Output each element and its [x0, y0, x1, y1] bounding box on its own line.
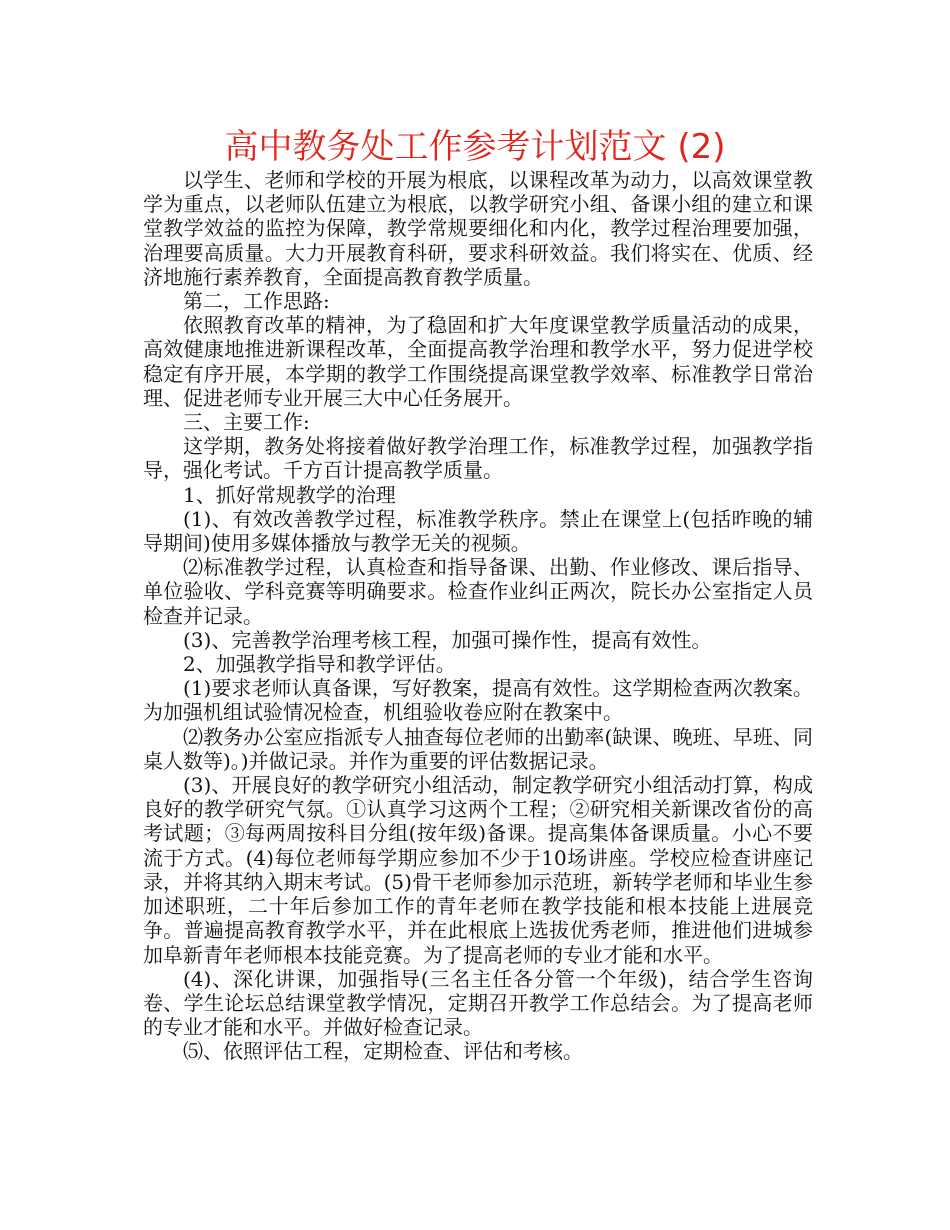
paragraph: (3)、完善教学治理考核工程，加强可操作性，提高有效性。 — [183, 627, 712, 652]
document-body — [143, 168, 813, 1064]
paragraph: 以学生、老师和学校的开展为根底，以课程改革为动力，以高效课堂教学为重点，以老师队伍建立为根底，以教学研究小组、备课小组的建立和课堂教学效益的监控为保障，教学常规要细化和内化，教学过程治理要加强，治理要高质量。大力开展教育科研，要求科研效益。我们将实在、优质、经济地施行素养教育，全面提高教育教学质量。 — [143, 168, 813, 289]
page-title: 高中教务处工作参考计划范文 (2) — [224, 127, 726, 167]
paragraph: (1)要求老师认真备课，写好教案，提高有效性。这学期检查两次教案。为加强机组试验情况检查，机组验收卷应附在教案中。 — [143, 676, 813, 725]
paragraph: 2、加强教学指导和教学评估。 — [183, 652, 456, 677]
paragraph: 依照教育改革的精神，为了稳固和扩大年度课堂教学质量活动的成果，高效健康地推进新课程改革，全面提高教学治理和教学水平，努力促进学校稳定有序开展，本学期的教学工作围绕提高课堂教学效率、标准教学日常治理、促进老师专业开展三大中心任务展开。 — [143, 313, 813, 410]
paragraph: ⑵标准教学过程，认真检查和指导备课、出勤、作业修改、课后指导、单位验收、学科竞赛等明确要求。检查作业纠正两次，院长办公室指定人员检查并记录。 — [143, 555, 813, 628]
paragraph: 第二，工作思路: — [183, 289, 330, 314]
paragraph: (4)、深化讲课，加强指导(三名主任各分管一个年级)，结合学生咨询卷、学生论坛总结课堂教学情况，定期召开教学工作总结会。为了提高老师的专业才能和水平。并做好检查记录。 — [143, 966, 813, 1040]
paragraph: (3)、开展良好的教学研究小组活动，制定教学研究小组活动打算，构成良好的教学研究气氛。①认真学习这两个工程；②研究相关新课改省份的高考试题；③每两周按科目分组(按年级)备课。提高集体备课质量。小心不要流于方式。(4)每位老师每学期应参加不少于10场讲座。学校应检查讲座记录，并将其纳入期末考试。(5)骨干老师参加示范班，新转学老师和毕业生参加述职班，二十年后参加工作的青年老师在教学技能和根本技能上进展竞争。普遍提高教育教学水平，并在此根底上选拔优秀老师，推进他们进城参加阜新青年老师根本技能竞赛。为了提高老师的专业才能和水平。 — [143, 773, 813, 967]
paragraph: 这学期，教务处将接着做好教学治理工作，标准教学过程，加强教学指导，强化考试。千方百计提高教学质量。 — [143, 434, 813, 483]
paragraph: ⑸、依照评估工程，定期检查、评估和考核。 — [183, 1039, 583, 1064]
paragraph: (1)、有效改善教学过程，标准教学秩序。禁止在课堂上(包括昨晚的辅导期间)使用多媒体播放与教学无关的视频。 — [143, 506, 813, 556]
paragraph: 1、抓好常规教学的治理 — [183, 482, 396, 507]
paragraph: 三、主要工作: — [183, 410, 310, 435]
paragraph: ⑵教务办公室应指派专人抽查每位老师的出勤率(缺课、晚班、早班、同桌人数等)。)并做记录。并作为重要的评估数据记录。 — [143, 724, 813, 773]
